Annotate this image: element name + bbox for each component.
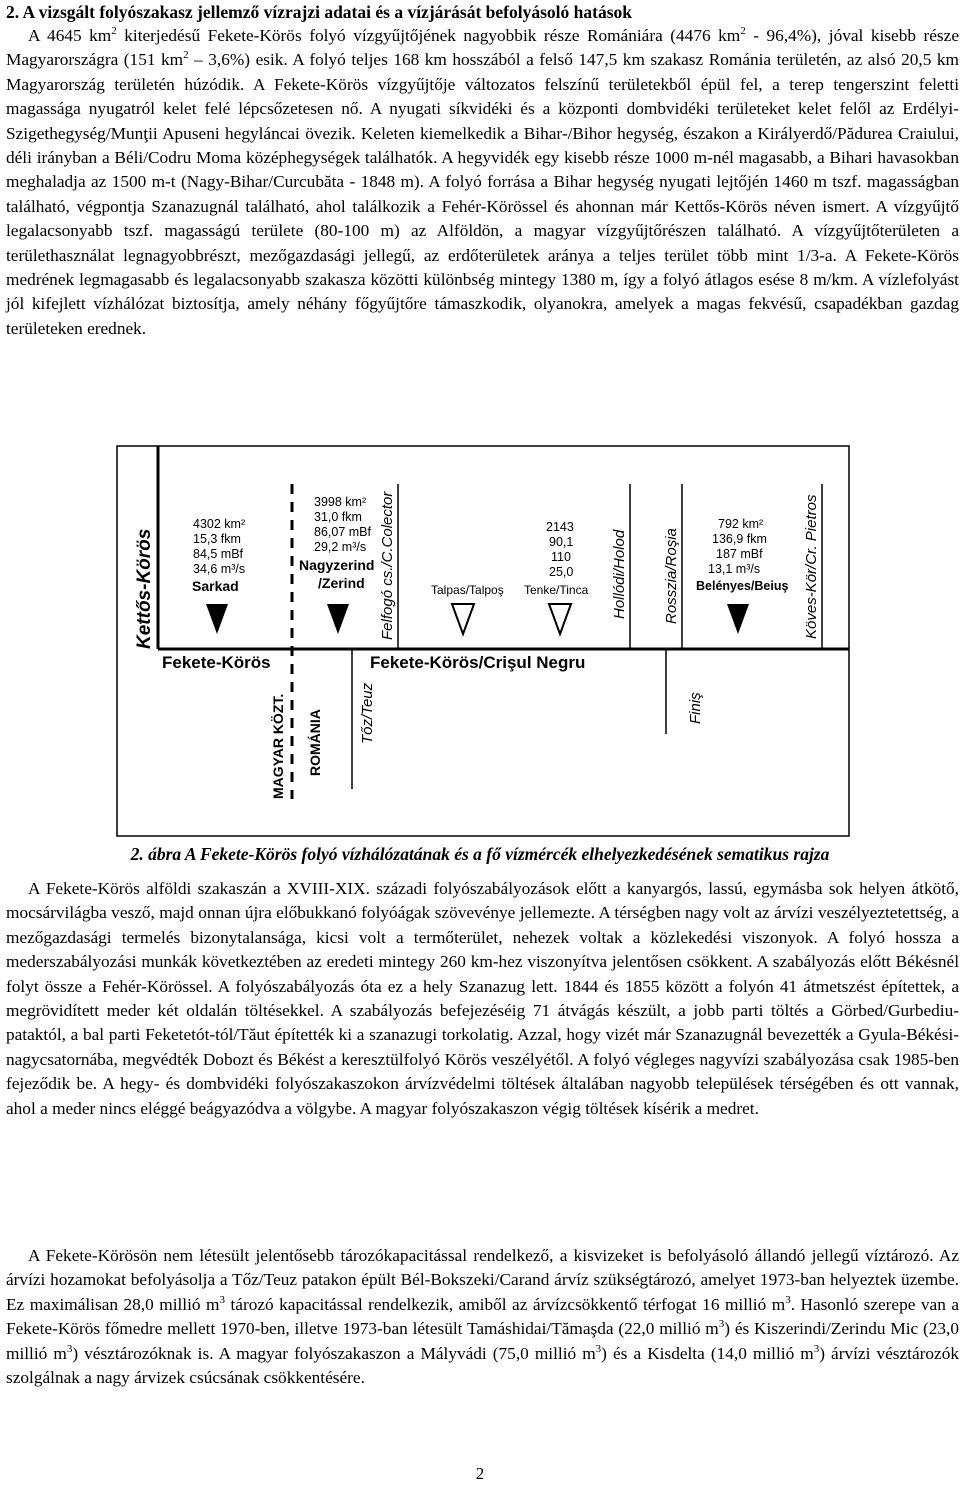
body-paragraph-2 <box>6 1244 959 1390</box>
station-value: 31,0 fkm <box>314 510 362 524</box>
superscript: 3 <box>66 1342 73 1355</box>
border-ro-label: ROMÁNIA <box>307 709 323 776</box>
superscript: 3 <box>595 1342 602 1355</box>
station-name: Talpas/Talpoş <box>431 583 504 597</box>
station-name: Belényes/Beiuş <box>696 579 789 593</box>
page-number: 2 <box>475 1464 485 1483</box>
superscript: 3 <box>785 1294 791 1307</box>
superscript: 2 <box>740 25 746 38</box>
station-value: 29,2 m³/s <box>314 540 367 554</box>
body-text: ) vésztározóknak is. A magyar folyószakaszon a Mályvádi (75,0 millió m <box>72 1343 596 1363</box>
fekete-koros-ro-label: Fekete-Körös/Crişul Negru <box>370 653 586 672</box>
superscript: 3 <box>718 1318 725 1331</box>
figure-frame <box>117 446 849 836</box>
station-value: 15,3 fkm <box>193 532 241 546</box>
station-value: 792 km² <box>718 517 764 531</box>
tributary-label: Köves-Kör/Cr. Pietros <box>803 494 820 639</box>
body-paragraph-1: A Fekete-Körös alföldi szakaszán a XVIII-XIX. századi folyószabályozások előtt a kanyargós, lassú, egymásba sok helyen átkötő, mocsárvilágba vesző, majd onnan újra előbukkanó folyóágak szövevénye jellemezte. A térségben nagy volt az árvízi veszélyeztetettség, a mezőgazdasági termelés bizonytalansága, kicsi volt a termőterület, nehezek voltak a közlekedési viszonyok. A folyó hossza a mederszabályozási munkák következtében az eredeti mintegy 260 km-hez viszonyítva jelentősen csökkent. A szabályozás előtt Békésnél folyt össze a Fehér-Körössel. A folyószabályozás óta ez a hely Szanazug lett. 1844 és 1855 között a folyón 41 átmetszést építettek, a megrövidített meder két oldalán töltésekkel. A szabályozás befejezéséig 71 átvágás készült, a jobb parti töltés a Görbed/Gurbediu-pataktól, a bal parti Feketetót-tól/Tăut építették ki a szanazugi torkolatig. Azzal, hogy vizét már Szanazugnál bevezették a Gyula-Békési-nagycsatornába, megvédték Dobozt és Békést a keresztülfolyó Körös veszélyétől. A folyó végleges nagyvízi szabályozása csak 1985-ben fejeződik be. A hegy- és dombvidéki folyószakaszokon árvízvédelmi töltések általában nagyobb települések térségében és ott vannak, ahol a meder nincs eléggé beágyazódva a völgybe. A magyar folyószakaszon végig töltések kísérik a medret. <box>6 879 959 1118</box>
superscript: 2 <box>111 25 117 38</box>
station-value: 34,6 m³/s <box>193 562 246 576</box>
intro-text-5: A Fekete-Körös vízgyűjtője változatos felszínű területekből épül fel, a terep tengerszint feletti magassága nyugatról kelet felé lépcsőzetesen nő. A nyugati síkvidéki és a központi dombvidéki területeket kelet felől az Erdélyi-Szigethegység/Munţii Apuseni hegyláncai övezik. Keleten kiemelkedik a Bihar-/Bihor hegység, északon a Királyerdő/Pădurea Craiului, déli irányban a Béli/Codru Moma középhegységek találhatók. A hegyvidék egy kisebb része 1000 m-nél magasabb, a Bihari havasokban meghaladja az 1500 m-t (Nagy-Bihar/Curcubăta - 1848 m). A folyó forrása a Bihar hegység nyugati lejtőjén 1460 m tszf. magasságban található, végpontja Szanazugnál található, ahol találkozik a Fehér-Körössel és ahonnan már Kettős-Körös néven ismert. A vízgyűjtő legalacsonyabb tszf. magasságú területe (80-100 m) az Alföldön, a magyar vízgyűjtőrészen található. A vízgyűjtőterületen a területhasználat legnagyobbrészt, mezőgazdasági jellegű, az erdőterületek aránya a teljes terület több mint 1/3-a. A Fekete-Körös medrének legmagasabb és legalacsonyabb szakasza közötti különbség mintegy 1380 m, így a folyó átlagos esése 8 m/km. A vízlefolyást jól kifejlett vízhálózat biztosítja, amely néhány főgyűjtőre támaszkodik, olyanokra, amelyek a magas fekvésű, csapadékban gazdag területeken erednek. <box>6 74 960 338</box>
station-value: 136,9 fkm <box>712 532 767 546</box>
station-value: 3998 km² <box>314 495 367 509</box>
border-hu-label: MAGYAR KÖZT. <box>270 693 286 799</box>
body-text: ) és a Kisdelta (14,0 millió m <box>601 1343 814 1363</box>
intro-text-2: kiterjedésű Fekete-Körös folyó vízgyűjtőjének nagyobbik része Romániára (4476 km <box>116 26 741 45</box>
section-heading: 2. A vizsgált folyószakasz jellemző vízrajzi adatai és a vízjárását befolyásoló hatások <box>6 2 633 22</box>
station-value: 4302 km² <box>193 517 246 531</box>
tributary-label: Finiş <box>687 692 704 724</box>
station-value: 86,07 mBf <box>314 525 371 539</box>
intro-text-4: – 3,6%) esik. A folyó teljes 168 km hosszából a felső 147,5 km szakasz Románia területén, az alsó 20,5 km Magyarország területén húzódik. <box>6 50 959 94</box>
station-value: 25,0 <box>549 565 574 579</box>
body-text: A Fekete-Körösön nem létesült jelentősebb tározókapacitással rendelkező, a kisvizeket is befolyásoló állandó jellegű víztározó. Az árvízi hozamokat befolyásolja a Tőz/Teuz patakon épült Bél-Bokszeki/Carand árvíz szükségtározó, amelyet 1973-ban helyeztek üzembe. Ez maximálisan 28,0 millió m <box>6 1246 959 1314</box>
station-value: 13,1 m³/s <box>708 562 761 576</box>
station-value: 187 mBf <box>716 547 763 561</box>
tributary-label: Hollódi/Holod <box>611 529 628 619</box>
station-value: 110 <box>551 550 571 564</box>
body-text: ) és Kiszerindi/Zerindu Mic (23,0 millió m <box>6 1319 959 1363</box>
station-name: Tenke/Tinca <box>524 583 589 597</box>
station-name: Sarkad <box>192 578 239 594</box>
station-name: Nagyzerind <box>299 557 375 573</box>
fekete-koros-hu-label: Fekete-Körös <box>162 653 271 672</box>
body-text: ) árvízi vésztározók szolgálnak a nagy árvizek csúcsának csökkentésére. <box>6 1343 959 1388</box>
superscript: 2 <box>183 49 189 62</box>
station-value: 2143 <box>546 520 574 534</box>
river-network-figure <box>0 444 960 840</box>
intro-text-3: - 96,4%), jóval kisebb része Magyarországra (151 km <box>6 26 959 70</box>
river-schematic <box>0 444 960 840</box>
intro-text-1: A 4645 km <box>28 26 112 45</box>
body-text: tározó kapacitással rendelkezik, amiből az árvízcsökkentő térfogat 16 millió m <box>224 1294 786 1314</box>
superscript: 3 <box>813 1342 820 1355</box>
superscript: 3 <box>219 1294 225 1307</box>
tributary-label: Tőz/Teuz <box>359 682 376 744</box>
kettos-koros-label: Kettős-Körös <box>134 528 155 649</box>
station-value: 90,1 <box>549 535 574 549</box>
tributary-label: Felfogó cs./C.Colector <box>379 491 396 640</box>
station-value: 84,5 mBf <box>193 547 244 561</box>
intro-paragraph <box>6 24 959 341</box>
tributary-label: Rosszia/Roşia <box>663 528 680 624</box>
station-name: /Zerind <box>318 575 365 591</box>
body-text: . Hasonló szerepe van a Fekete-Körös főmedre mellett 1970-ben, illetve 1973-ban létesült Tamáshidai/Tămaşda (22,0 millió m <box>6 1294 959 1339</box>
figure-caption: 2. ábra A Fekete-Körös folyó vízhálózatának és a fő vízmércék elhelyezkedésének sematikus rajza <box>130 844 830 864</box>
